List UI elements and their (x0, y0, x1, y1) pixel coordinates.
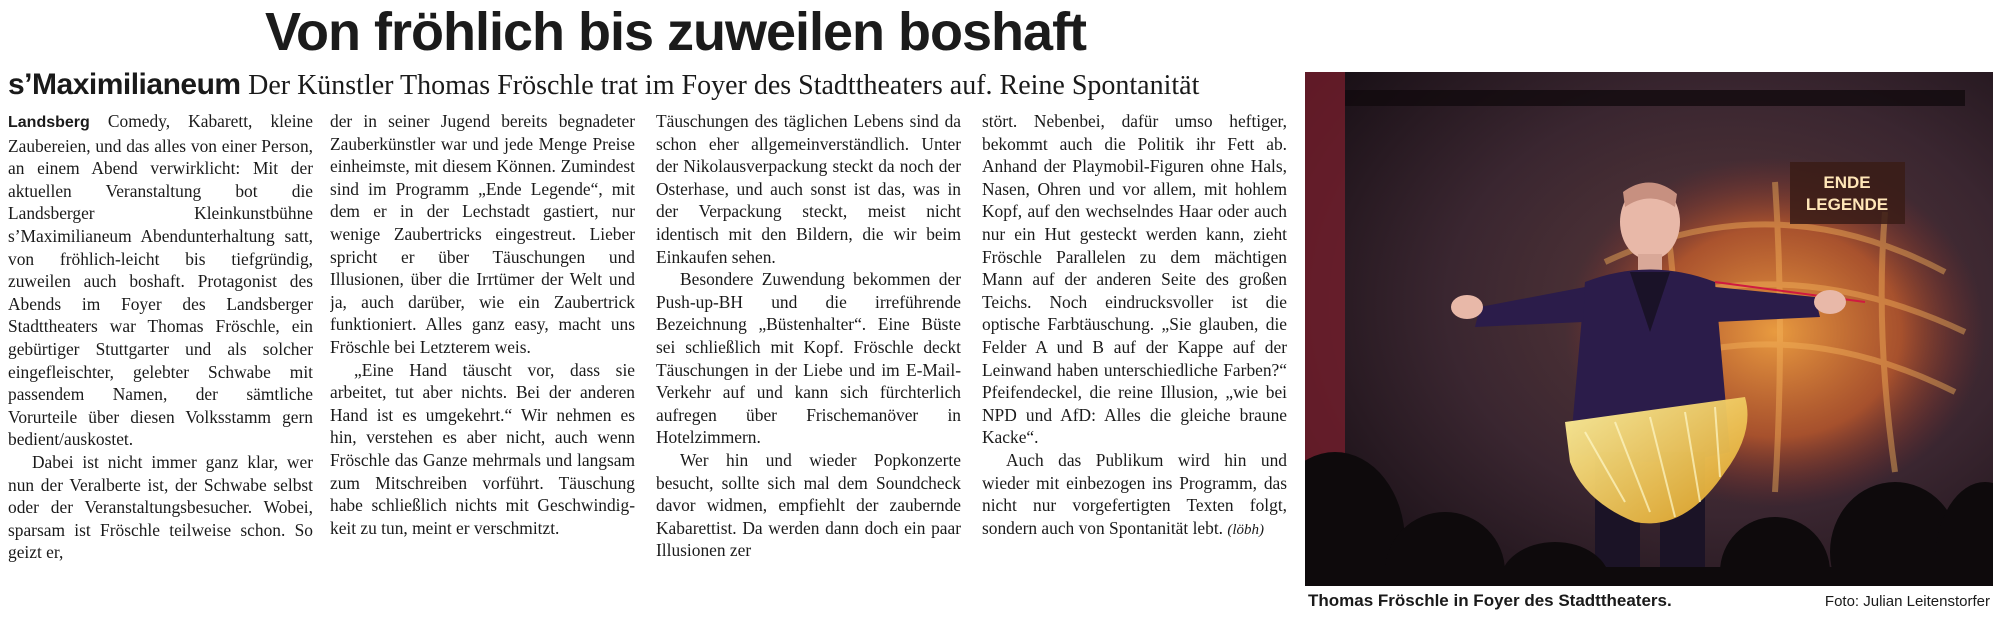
article-photo (1305, 72, 1993, 586)
paragraph: Wer hin und wieder Popkonzerte besucht, sollte sich mal dem Soundcheck davor widmen, empfiehlt der zaubernde Kabarettist. Da werden dann doch ein paar Illusionen zer (656, 449, 961, 561)
article-column-2 (330, 110, 635, 615)
subheadline (8, 66, 1298, 105)
photo-caption: Thomas Fröschle in Foyer des Stadttheaters. (1308, 591, 1672, 610)
headline: Von fröhlich bis zuweilen boshaft (265, 2, 1087, 62)
photo-credit: Foto: Julian Leitenstorfer (1824, 593, 1990, 610)
deck: Der Künstler Thomas Fröschle trat im Foyer des Stadttheaters auf. Reine Spontanität (248, 70, 1200, 101)
stage-photo-illustration (1305, 72, 1993, 586)
sign-text-line-1: ENDE (1823, 173, 1871, 192)
paragraph: Täuschungen des täglichen Lebens sind da schon eher allgemeinverständlich. Unter der Nikolausverpackung steckt da noch der Osterhase, und auch sonst ist das, was in der Verpackung steckt, meist nicht identisch mit den Bildern, die wir beim Einkaufen sehen. (656, 111, 961, 267)
paragraph-text: Comedy, Kabarett, kleine Zaubereien, und das alles von einer Person, an einem Abend verwirklicht: Mit der aktuellen Veranstaltung bot die Landsberger Kleinkunstbühne s’Maximilianeum Abendunterhaltung satt, von fröhlich-leicht bis tiefgründig, zuweilen auch boshaft. Protagonist des Abends im Foyer des Landsberger Stadttheaters war Thomas Fröschle, ein gebürtiger Stuttgarter und als solcher eingefleischter, gelebter Schwabe mit passendem Namen, der sämtliche Vorurteile über diesen Volksstamm gern bedient/auskostet. (8, 111, 313, 450)
author-signature: (löbh) (1227, 521, 1265, 538)
paragraph-text: Auch das Publikum wird hin und wieder mit einbezogen ins Programm, das nicht nur vorgefertigten Texten folgt, sondern auch von Spontanität lebt. (982, 449, 1287, 538)
article-column-1 (8, 110, 313, 615)
paragraph: Dabei ist nicht immer ganz klar, wer nun der Veralberte ist, der Schwabe selbst oder der Veranstaltungsbesucher. Wobei, sparsam ist Fröschle teilweise schon. So geizt er, (8, 451, 313, 563)
sign-text-line-2: LEGENDE (1805, 195, 1889, 214)
paragraph (8, 110, 313, 451)
dateline: Landsberg (8, 114, 90, 131)
paragraph (982, 449, 1287, 541)
article-column-4 (982, 110, 1287, 615)
paragraph: stört. Nebenbei, dafür umso heftiger, bekommt auch die Politik ihr Fett ab. Anhand der Playmobil-Figuren ohne Hals, Nasen, Ohren und vor allem, mit hohlem Kopf, auf den wechselndes Haar oder auch nur ein Hut gesteckt werden kann, zieht Fröschle Parallelen zu dem mächtigen Mann auf der anderen Seite des großen Teichs. Noch eindrucksvoller ist die optische Farbtäuschung. „Sie glauben, die Felder A und B auf der Kappe auf der Leinwand haben unterschiedliche Farben?“ Pfeifendeckel, die reine Illusion, „wie bei NPD und AfD: Alles die gleiche braune Kacke“. (982, 111, 1287, 448)
article-column-3 (656, 110, 961, 615)
paragraph: der in seiner Jugend bereits begnadeter Zauberkünstler war und jede Menge Preise einheimste, mit diesem Können. Zumindest sind im Programm „Ende Legende“, mit dem er in der Lechstadt gastiert, nur wenige Zaubertricks eingestreut. Lieber spricht er über Täuschungen und Illusionen, über die Irrtümer der Welt und ja, auch darüber, wie ein Zaubertrick funktioniert. Alles ganz easy, macht uns Fröschle bei Letzterem weis. (330, 111, 635, 357)
paragraph: „Eine Hand täuscht vor, dass sie arbeitet, tut aber nichts. Bei der anderen Hand ist es umgekehrt.“ Wir nehmen es hin, verstehen es aber nicht, auch wenn Fröschle das Ganze mehrmals und langsam zum Mitschreiben vorführt. Täuschung habe schließlich nichts mit Geschwindigkeit zu tun, meint er verschmitzt. (330, 359, 635, 538)
paragraph: Besondere Zuwendung bekommen der Push-up-BH und die irreführende Bezeichnung „Büstenhalter“. Eine Büste sei schließlich mit Kopf. Fröschle deckt Täuschungen in der Liebe und im E-Mail-Verkehr auf und kann sich fürchterlich aufregen über Frischemanöver in Hotelzimmern. (656, 269, 961, 448)
kicker: s’Maximilianeum (8, 68, 241, 101)
